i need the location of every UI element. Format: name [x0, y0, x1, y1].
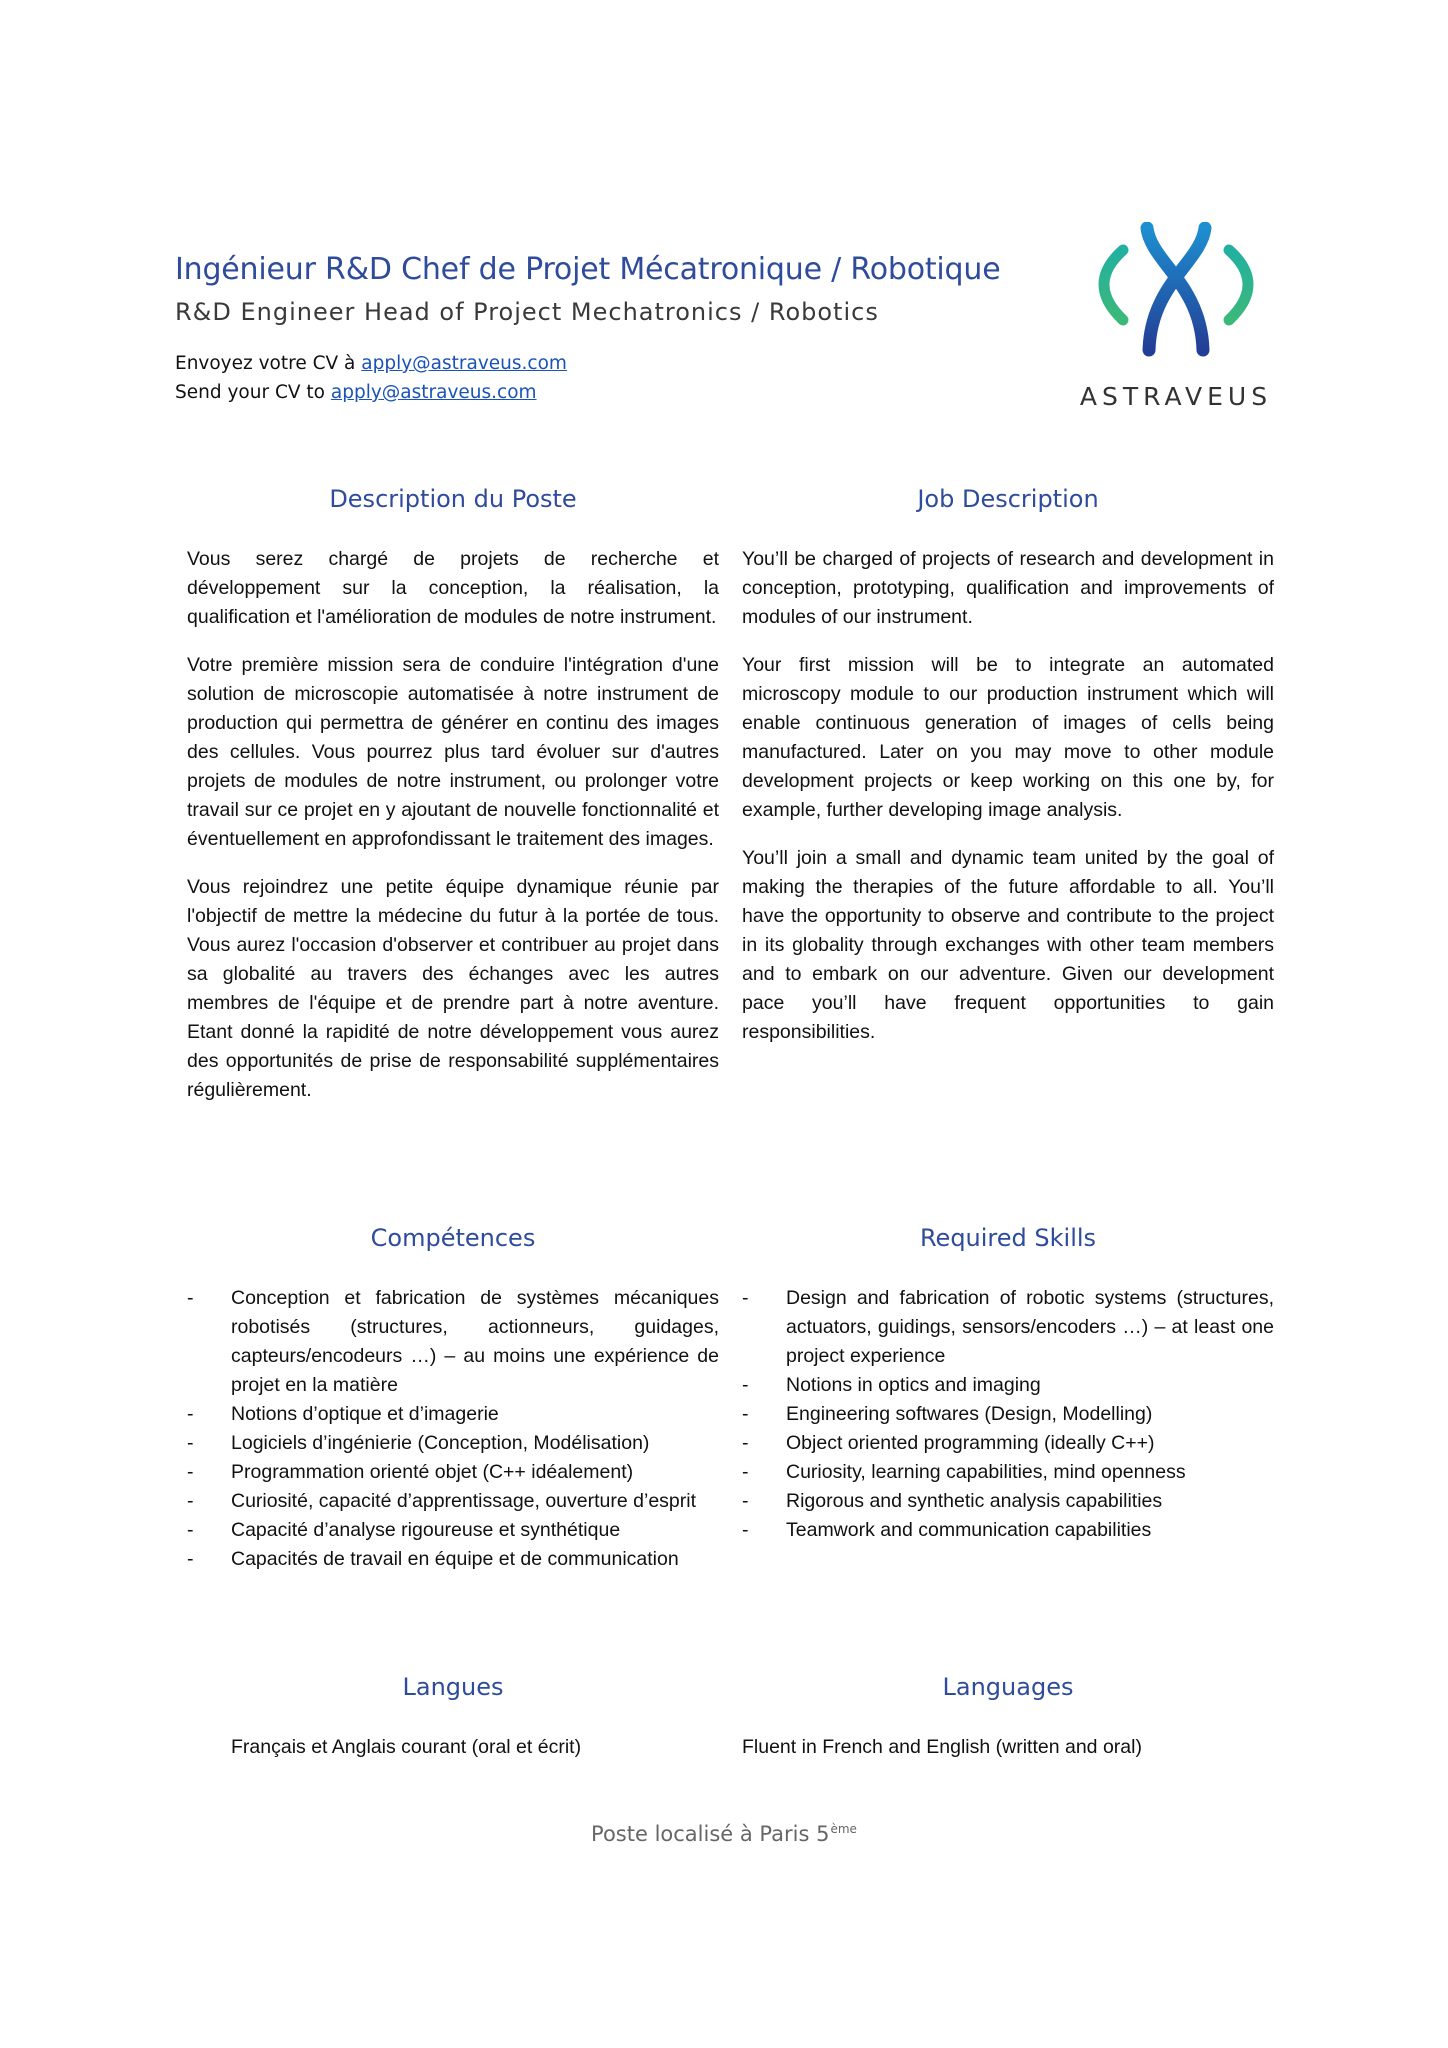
list-item: - Capacité d’analyse rigoureuse et synthétique [187, 1516, 719, 1545]
page-title-fr: Ingénieur R&D Chef de Projet Mécatronique / Robotique [175, 252, 1001, 287]
location-superscript: ème [830, 1822, 857, 1836]
list-item: - Curiosité, capacité d’apprentissage, ouverture d’esprit [187, 1487, 719, 1516]
description-fr [187, 545, 719, 1124]
contact-label-en: Send your CV to [175, 382, 325, 403]
location-footer [0, 1822, 1448, 1846]
logo-mark-icon [1065, 222, 1287, 372]
paragraph: You’ll join a small and dynamic team united by the goal of making the therapies of the future affordable to all. You’ll have the opportunity to observe and contribute to the project in its globality through exchanges with other team members and to embark on our adventure. Given our development pace you’ll have frequent opportunities to gain responsibilities. [742, 847, 1274, 1043]
section-title-skills-en: Required Skills [919, 1224, 1097, 1252]
email-link-fr[interactable]: apply@astraveus.com [361, 353, 567, 374]
list-item: - Curiosity, learning capabilities, mind openness [742, 1458, 1274, 1487]
languages-text-en: Fluent in French and English (written and oral) [742, 1736, 1142, 1758]
email-link-en[interactable]: apply@astraveus.com [330, 382, 537, 403]
list-item: - Design and fabrication of robotic systems (structures, actuators, guidings, sensors/encoders …) – at least one project experience [742, 1284, 1274, 1371]
list-item: - Logiciels d’ingénierie (Conception, Modélisation) [187, 1429, 719, 1458]
skills-list-en [742, 1284, 1274, 1545]
list-item: - Teamwork and communication capabilities [742, 1516, 1274, 1545]
list-item: - Engineering softwares (Design, Modelling) [742, 1400, 1274, 1429]
list-item: - Conception et fabrication de systèmes mécaniques robotisés (structures, actionneurs, guidages, capteurs/encodeurs …) – au moins une expérience de projet en la matière [187, 1284, 719, 1400]
logo-text: ASTRAVEUS [1079, 382, 1273, 411]
skills-list-fr [187, 1284, 719, 1574]
paragraph: You’ll be charged of projects of research and development in conception, prototyping, qualification and improvements of modules of our instrument. [742, 548, 1274, 628]
list-item: - Programmation orienté objet (C++ idéalement) [187, 1458, 719, 1487]
location-text: Poste localisé à Paris 5 [591, 1822, 830, 1846]
list-item: - Notions in optics and imaging [742, 1371, 1274, 1400]
section-title-languages-en: Languages [942, 1673, 1074, 1701]
list-item: - Notions d’optique et d’imagerie [187, 1400, 719, 1429]
section-title-skills-fr: Compétences [370, 1224, 536, 1252]
description-en [742, 545, 1274, 1066]
paragraph: Vous serez chargé de projets de recherche et développement sur la conception, la réalisation, la qualification et l'amélioration de modules de notre instrument. [187, 548, 719, 628]
languages-text-fr: Français et Anglais courant (oral et écrit) [231, 1736, 582, 1758]
paragraph: Votre première mission sera de conduire l'intégration d'une solution de microscopie automatisée à notre instrument de production qui permettra de générer en continu des images des cellules. Vous pourrez plus tard évoluer sur d'autres projets de modules de notre instrument, ou prolonger votre travail sur ce projet en y ajoutant de nouvelle fonctionnalité et éventuellement en approfondissant le traitement des images. [187, 654, 719, 850]
list-item: - Capacités de travail en équipe et de communication [187, 1545, 719, 1574]
section-title-description-en: Job Description [917, 485, 1099, 513]
contact-line-en [175, 382, 537, 403]
contact-line-fr [175, 353, 567, 374]
list-item: - Rigorous and synthetic analysis capabilities [742, 1487, 1274, 1516]
section-title-languages-fr: Langues [402, 1673, 504, 1701]
astraveus-logo [1065, 222, 1287, 422]
paragraph: Your first mission will be to integrate an automated microscopy module to our production instrument which will enable continuous generation of images of cells being manufactured. Later on you may move to other module development projects or keep working on this one by, for example, further developing image analysis. [742, 654, 1274, 821]
contact-label-fr: Envoyez votre CV à [175, 353, 356, 374]
page-title-en: R&D Engineer Head of Project Mechatronics / Robotics [175, 298, 879, 326]
section-title-description-fr: Description du Poste [329, 485, 577, 513]
list-item: - Object oriented programming (ideally C++) [742, 1429, 1274, 1458]
paragraph: Vous rejoindrez une petite équipe dynamique réunie par l'objectif de mettre la médecine du futur à la portée de tous. Vous aurez l'occasion d'observer et contribuer au projet dans sa globalité au travers des échanges avec les autres membres de l'équipe et de prendre part à notre aventure. Etant donné la rapidité de notre développement vous aurez des opportunités de prise de responsabilité supplémentaires régulièrement. [187, 876, 719, 1101]
